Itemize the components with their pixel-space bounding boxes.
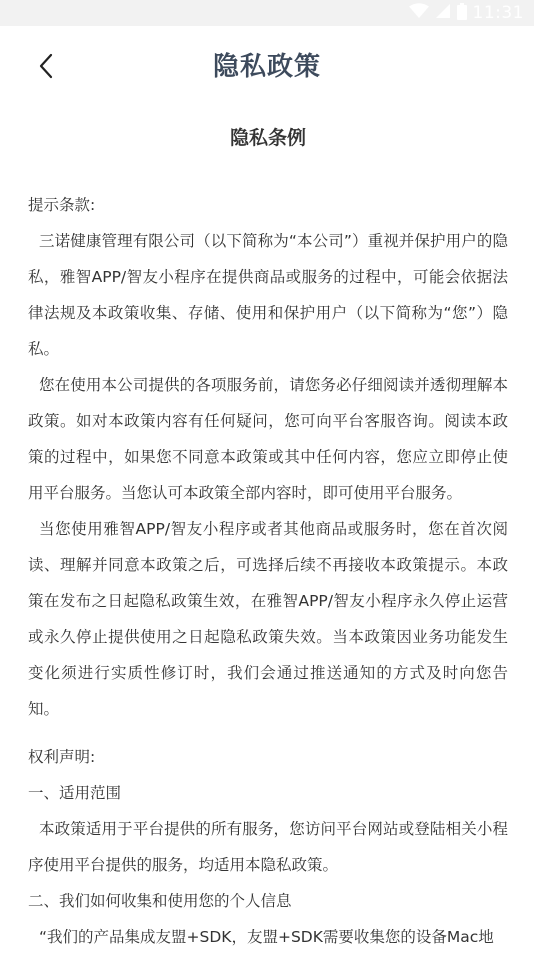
tips-paragraph-3: 当您使用雅智APP/智友小程序或者其他商品或服务时，您在首次阅读、理解并同意本政策之后，可选择后续不再接收本政策提示。本政策在发布之日起隐私政策生效，在雅智APP/智友小程序永久停止运营或永久停止提供使用之日起隐私政策失效。当本政策因业务功能发生变化须进行实质性修订时，我们会通过推送通知的方式及时向您告知。 (28, 520, 508, 718)
tips-paragraph-2: 您在使用本公司提供的各项服务前，请您务必仔细阅读并透彻理解本政策。如对本政策内容有任何疑问，您可向平台客服咨询。阅读本政策的过程中，如果您不同意本政策或其中任何内容，您应立即停止使用平台服务。当您认可本政策全部内容时，即可使用平台服务。 (28, 376, 508, 502)
section-1-title: 一、适用范围 (28, 784, 122, 802)
wifi-icon (409, 3, 429, 23)
status-icons (409, 3, 525, 23)
signal-icon (435, 3, 451, 23)
status-time: 11:31 (472, 3, 524, 23)
tips-paragraph-1: 三诺健康管理有限公司（以下简称为“本公司”）重视并保护用户的隐私，雅智APP/智友小程序在提供商品或服务的过程中，可能会依据法律法规及本政策收集、存储、使用和保护用户（以下简称为“您”）隐私。 (28, 232, 508, 358)
policy-content (28, 106, 508, 955)
page-title: 隐私政策 (212, 52, 321, 82)
app-header (0, 26, 534, 106)
battery-icon (457, 3, 467, 24)
tips-label: 提示条款: (28, 196, 96, 214)
document-heading: 隐私条例 (229, 127, 306, 149)
section-2-paragraph: “我们的产品集成友盟+SDK，友盟+SDK需要收集您的设备Mac地 (39, 928, 494, 946)
status-bar (0, 0, 534, 26)
rights-label: 权利声明: (28, 748, 96, 766)
section-2-title: 二、我们如何收集和使用您的个人信息 (28, 892, 292, 910)
section-1-paragraph: 本政策适用于平台提供的所有服务，您访问平台网站或登陆相关小程序使用平台提供的服务，均适用本隐私政策。 (28, 820, 508, 874)
spacer (28, 727, 508, 739)
